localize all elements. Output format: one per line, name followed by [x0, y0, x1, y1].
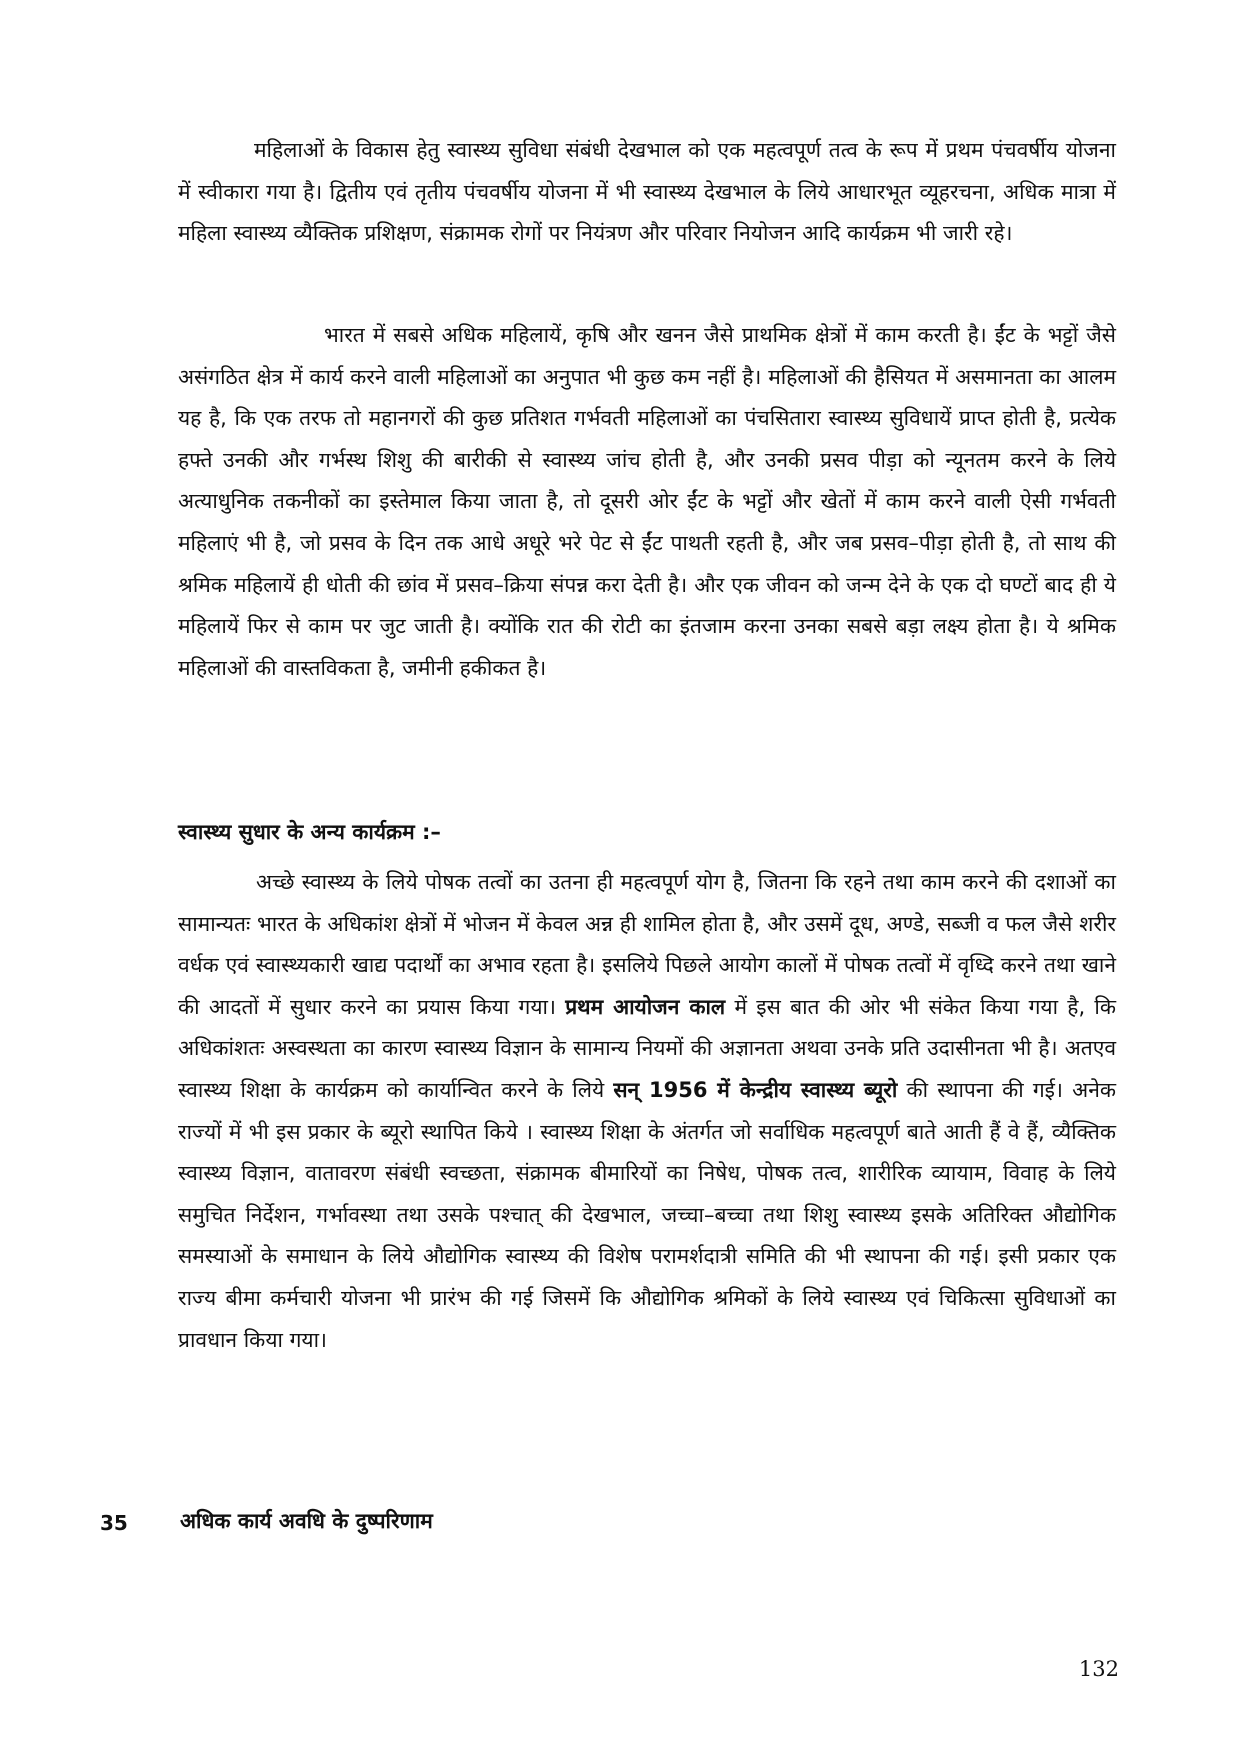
- paragraph-health-plans: [178, 130, 1116, 255]
- paragraph-segment: अच्छे स्वास्थ्य के लिये पोषक तत्वों का उतना ही महत्वपूर्ण योग है, जितना कि रहने तथा काम करने की दशाओं का सामान्यतः भारत के अधिकांश क्षेत्रों में भोजन में केवल अन्न ही शामिल होता है, और उसमें दूध, अण्डे, सब्जी व फल जैसे शरीर वर्धक एवं स्वास्थ्यकारी खाद्य पदार्थों का अभाव रहता है। इसलिये पिछले आयोग कालों में पोषक तत्वों में वृध्दि करने तथा खाने की आदतों में सुधार करने का प्रयास किया गया।: [178, 870, 1116, 1019]
- section-heading-next: अधिक कार्य अवधि के दुष्परिणाम: [180, 1509, 433, 1533]
- paragraph-health-programs: [178, 862, 1116, 1361]
- paragraph-segment: की स्थापना की गई। अनेक राज्यों में भी इस प्रकार के ब्यूरो स्थापित किये । स्वास्थ्य शिक्षा के अंतर्गत जो सर्वाधिक महत्वपूर्ण बाते आती हैं वे हैं, व्यैक्तिक स्वास्थ्य विज्ञान, वातावरण संबंधी स्वच्छता, संक्रामक बीमारियों का निषेध, पोषक तत्व, शारीरिक व्यायाम, विवाह के लिये समुचित निर्देशन, गर्भावस्था तथा उसके पश्चात् की देखभाल, जच्चा–बच्चा तथा शिशु स्वास्थ्य इसके अतिरिक्त औद्योगिक समस्याओं के समाधान के लिये औद्योगिक स्वास्थ्य की विशेष परामर्शदात्री समिति की भी स्थापना की गई। इसी प्रकार एक राज्य बीमा कर्मचारी योजना भी प्रारंभ की गई जिसमें कि औद्योगिक श्रमिकों के लिये स्वास्थ्य एवं चिकित्सा सुविधाओं का प्रावधान किया गया।: [178, 1077, 1116, 1352]
- bold-term-health-bureau: सन् 1956 में केन्द्रीय स्वास्थ्य ब्यूरो: [613, 1077, 898, 1102]
- paragraph-text: [178, 862, 1116, 1361]
- paragraph-women-workers: [178, 315, 1116, 689]
- section-number: 35: [100, 1511, 128, 1535]
- paragraph-segment: में इस बात की ओर भी संकेत किया गया है, कि अधिकांशतः अस्वस्थता का कारण स्वास्थ्य विज्ञान के सामान्य नियमों की अज्ञानता अथवा उनके प्रति उदासीनता भी है। अतएव स्वास्थ्य शिक्षा के कार्यक्रम को कार्यान्वित करने के लिये: [178, 994, 1116, 1102]
- section-heading: स्वास्थ्य सुधार के अन्य कार्यक्रम :–: [178, 820, 441, 844]
- page-number: 132: [1078, 1657, 1119, 1681]
- paragraph-text: महिलाओं के विकास हेतु स्वास्थ्य सुविधा संबंधी देखभाल को एक महत्वपूर्ण तत्व के रूप में प्रथम पंचवर्षीय योजना में स्वीकारा गया है। द्वितीय एवं तृतीय पंचवर्षीय योजना में भी स्वास्थ्य देखभाल के लिये आधारभूत व्यूहरचना, अधिक मात्रा में महिला स्वास्थ्य व्यैक्तिक प्रशिक्षण, संक्रामक रोगों पर नियंत्रण और परिवार नियोजन आदि कार्यक्रम भी जारी रहे।: [178, 138, 1116, 246]
- paragraph-text: भारत में सबसे अधिक महिलायें, कृषि और खनन जैसे प्राथमिक क्षेत्रों में काम करती है। ईंट के भट्टों जैसे असंगठित क्षेत्र में कार्य करने वाली महिलाओं का अनुपात भी कुछ कम नहीं है। महिलाओं की हैसियत में असमानता का आलम यह है, कि एक तरफ तो महानगरों की कुछ प्रतिशत गर्भवती महिलाओं का पंचसितारा स्वास्थ्य सुविधायें प्राप्त होती है, प्रत्येक हफ्ते उनकी और गर्भस्थ शिशु की बारीकी से स्वास्थ्य जांच होती है, और उनकी प्रसव पीड़ा को न्यूनतम करने के लिये अत्याधुनिक तकनीकों का इस्तेमाल किया जाता है, तो दूसरी ओर ईंट के भट्टों और खेतों में काम करने वाली ऐसी गर्भवती महिलाएं भी है, जो प्रसव के दिन तक आधे अधूरे भरे पेट से ईंट पाथती रहती है, और जब प्रसव–पीड़ा होती है, तो साथ की श्रमिक महिलायें ही धोती की छांव में प्रसव–क्रिया संपन्न करा देती है। और एक जीवन को जन्म देने के एक दो घण्टों बाद ही ये महिलायें फिर से काम पर जुट जाती है। क्योंकि रात की रोटी का इंतजाम करना उनका सबसे बड़ा लक्ष्य होता है। ये श्रमिक महिलाओं की वास्तविकता है, जमीनी हकीकत है।: [178, 323, 1116, 680]
- bold-term-first-plan: प्रथम आयोजन काल: [565, 994, 726, 1019]
